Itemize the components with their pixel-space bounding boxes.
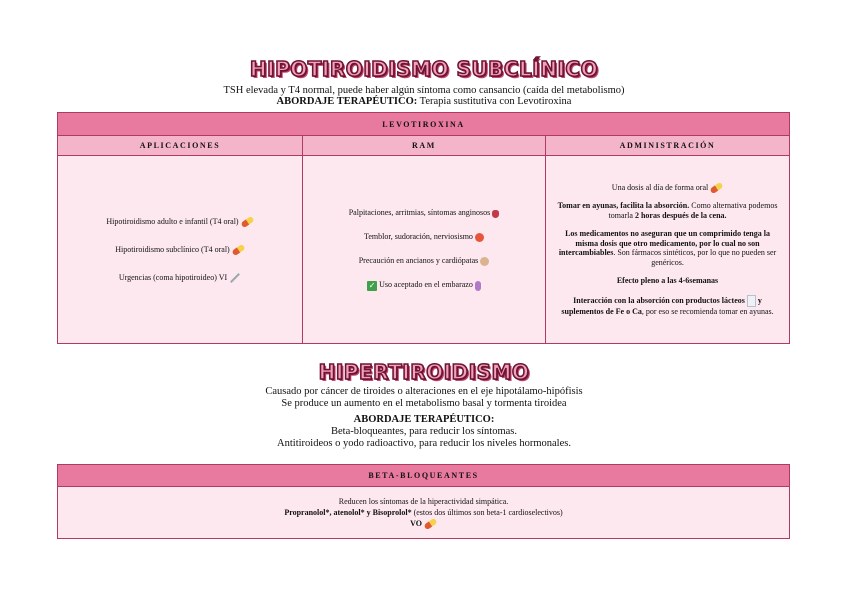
hipertiroidismo-abordaje-2: Antitiroideos o yodo radioactivo, para reducir los niveles hormonales.	[277, 438, 571, 449]
administracion-cell	[546, 156, 790, 344]
beta-line-3: VO	[58, 518, 789, 529]
adm-interaccion: Interacción con la absorción con productos lácteos y suplementos de Fe o Ca, por eso se recomienda tomar en ayunas.	[561, 295, 774, 316]
older-person-icon	[480, 257, 489, 266]
beta-bloqueantes-cell	[58, 487, 790, 539]
beta-line-1: Reducen los síntomas de la hiperactividad simpática.	[338, 497, 509, 506]
hipotiroidismo-abordaje	[0, 96, 848, 108]
list-item: ✓ Uso aceptado en el embarazo	[303, 280, 545, 290]
aplicaciones-cell	[58, 156, 303, 344]
hot-face-icon	[475, 233, 484, 242]
list-item: Palpitaciones, arritmias, síntomas anginosos	[303, 208, 545, 218]
list-item: Hipotiroidismo adulto e infantil (T4 oral)	[58, 217, 302, 227]
pill-icon	[423, 518, 437, 530]
milk-glass-icon	[747, 295, 756, 307]
list-item: Precaución en ancianos y cardiópatas	[303, 256, 545, 266]
beta-bloqueantes-table	[57, 464, 790, 539]
hipertiroidismo-abordaje-label: ABORDAJE TERAPÉUTICO:	[353, 414, 495, 425]
abordaje-label: ABORDAJE TERAPÉUTICO:	[276, 96, 418, 107]
levotiroxina-table	[57, 112, 790, 344]
adm-efecto: Efecto pleno a las 4-6semanas	[616, 276, 719, 286]
adm-ayunas: Tomar en ayunas, facilita la absorción. Como alternativa podemos tomarla 2 horas después de la cena.	[557, 201, 778, 220]
ram-cell	[303, 156, 546, 344]
hipertiroidismo-abordaje-1: Beta-bloqueantes, para reducir los síntomas.	[330, 426, 518, 437]
adm-dosis: Una dosis al día de forma oral	[554, 183, 781, 193]
pregnant-woman-icon	[475, 281, 481, 291]
hipotiroidismo-description: TSH elevada y T4 normal, puede haber algún síntoma como cansancio (caída del metabolismo)	[223, 85, 625, 96]
anatomical-heart-icon	[492, 210, 499, 218]
list-item: Temblor, sudoración, nerviosismo	[303, 232, 545, 242]
col-header-administracion: ADMINISTRACIÓN	[546, 136, 790, 156]
list-item: Urgencias (coma hipotiroideo) VI	[58, 273, 302, 283]
beta-line-2: Propranolol*, atenolol* y Bisoprolol* (estos dos últimos son beta-1 cardioselectivos)	[284, 508, 563, 517]
list-item: Hipotiroidismo subclínico (T4 oral)	[58, 245, 302, 255]
adm-intercambiables: Los medicamentos no aseguran que un comprimido tenga la misma dosis que otro medicamento, por lo cual no son intercambiables. Son fármacos sintéticos, por lo que no pueden ser genéricos.	[558, 229, 777, 267]
page-title-hipertiroidismo: HIPERTIROIDISMO	[318, 360, 530, 384]
page-title-hipotiroidismo: HIPOTIROIDISMO SUBCLÍNICO	[249, 57, 599, 81]
pill-icon	[710, 182, 724, 194]
col-header-aplicaciones: APLICACIONES	[58, 136, 303, 156]
beta-bloqueantes-header: BETA-BLOQUEANTES	[58, 465, 790, 487]
hipertiroidismo-causa: Causado por cáncer de tiroides o alteraciones en el eje hipotálamo-hipófisis	[265, 386, 583, 397]
hipertiroidismo-efecto: Se produce un aumento en el metabolismo basal y tormenta tiroidea	[281, 398, 567, 409]
col-header-ram: RAM	[303, 136, 546, 156]
pill-icon	[240, 215, 254, 227]
levotiroxina-header: LEVOTIROXINA	[58, 113, 790, 136]
abordaje-text: Terapia sustitutiva con Levotiroxina	[417, 96, 572, 107]
syringe-icon	[230, 273, 240, 283]
pill-icon	[231, 243, 245, 255]
check-mark-icon: ✓	[368, 280, 376, 290]
